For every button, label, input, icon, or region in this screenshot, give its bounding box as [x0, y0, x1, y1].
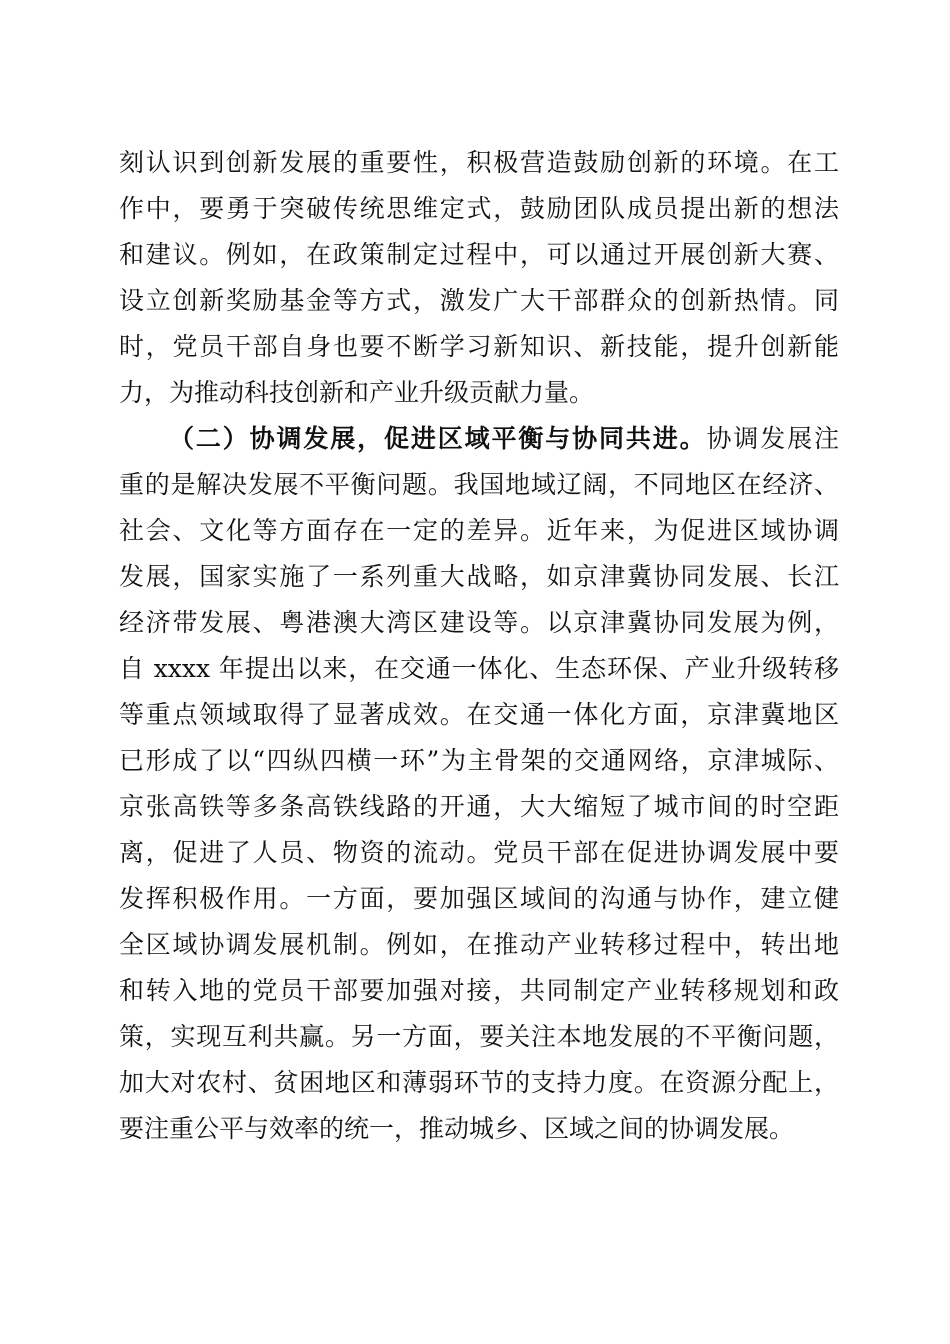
- paragraph-first-line: [119, 416, 839, 462]
- paragraph-line: 发展，国家实施了一系列重大战略，如京津冀协同发展、长江: [119, 562, 839, 591]
- paragraph-line: 离，促进了人员、物资的流动。党员干部在促进协调发展中要: [119, 838, 839, 867]
- paragraph-innovation-continued: [119, 140, 839, 416]
- paragraph-line: 刻认识到创新发展的重要性，积极营造鼓励创新的环境。在工: [119, 148, 839, 177]
- paragraph-line: 社会、文化等方面存在一定的差异。近年来，为促进区域协调: [119, 516, 839, 545]
- paragraph-line: 自 xxxx 年提出以来，在交通一体化、生态环保、产业升级转移: [119, 654, 839, 683]
- paragraph-line: 设立创新奖励基金等方式，激发广大干部群众的创新热情。同: [119, 286, 839, 315]
- paragraph-line: 重的是解决发展不平衡问题。我国地域辽阔，不同地区在经济、: [119, 470, 839, 499]
- paragraph-line-rest: 协调发展注: [706, 424, 839, 453]
- paragraph-line: 全区域协调发展机制。例如，在推动产业转移过程中，转出地: [119, 930, 839, 959]
- paragraph-line: 等重点领域取得了显著成效。在交通一体化方面，京津冀地区: [119, 700, 839, 729]
- section-heading: （二）协调发展，促进区域平衡与协同共进。: [169, 424, 707, 453]
- paragraph-line: 作中，要勇于突破传统思维定式，鼓励团队成员提出新的想法: [119, 194, 839, 223]
- paragraph-line: 京张高铁等多条高铁线路的开通，大大缩短了城市间的时空距: [119, 792, 839, 821]
- paragraph-line: 经济带发展、粤港澳大湾区建设等。以京津冀协同发展为例，: [119, 608, 839, 637]
- paragraph-line: 已形成了以“四纵四横一环”为主骨架的交通网络，京津城际、: [119, 746, 839, 775]
- paragraph-line: 发挥积极作用。一方面，要加强区域间的沟通与协作，建立健: [119, 884, 839, 913]
- document-body: [119, 140, 839, 1152]
- paragraph-line: 策，实现互利共赢。另一方面，要关注本地发展的不平衡问题，: [119, 1022, 839, 1051]
- paragraph-line: 要注重公平与效率的统一，推动城乡、区域之间的协调发展。: [119, 1114, 795, 1143]
- paragraph-line: 力，为推动科技创新和产业升级贡献力量。: [119, 378, 595, 407]
- paragraph-line: 加大对农村、贫困地区和薄弱环节的支持力度。在资源分配上，: [119, 1068, 839, 1097]
- paragraph-line: 和转入地的党员干部要加强对接，共同制定产业转移规划和政: [119, 976, 839, 1005]
- paragraph-line: 和建议。例如，在政策制定过程中，可以通过开展创新大赛、: [119, 240, 839, 269]
- paragraph-coordinated-development: [119, 416, 839, 1152]
- paragraph-line: 时，党员干部自身也要不断学习新知识、新技能，提升创新能: [119, 332, 839, 361]
